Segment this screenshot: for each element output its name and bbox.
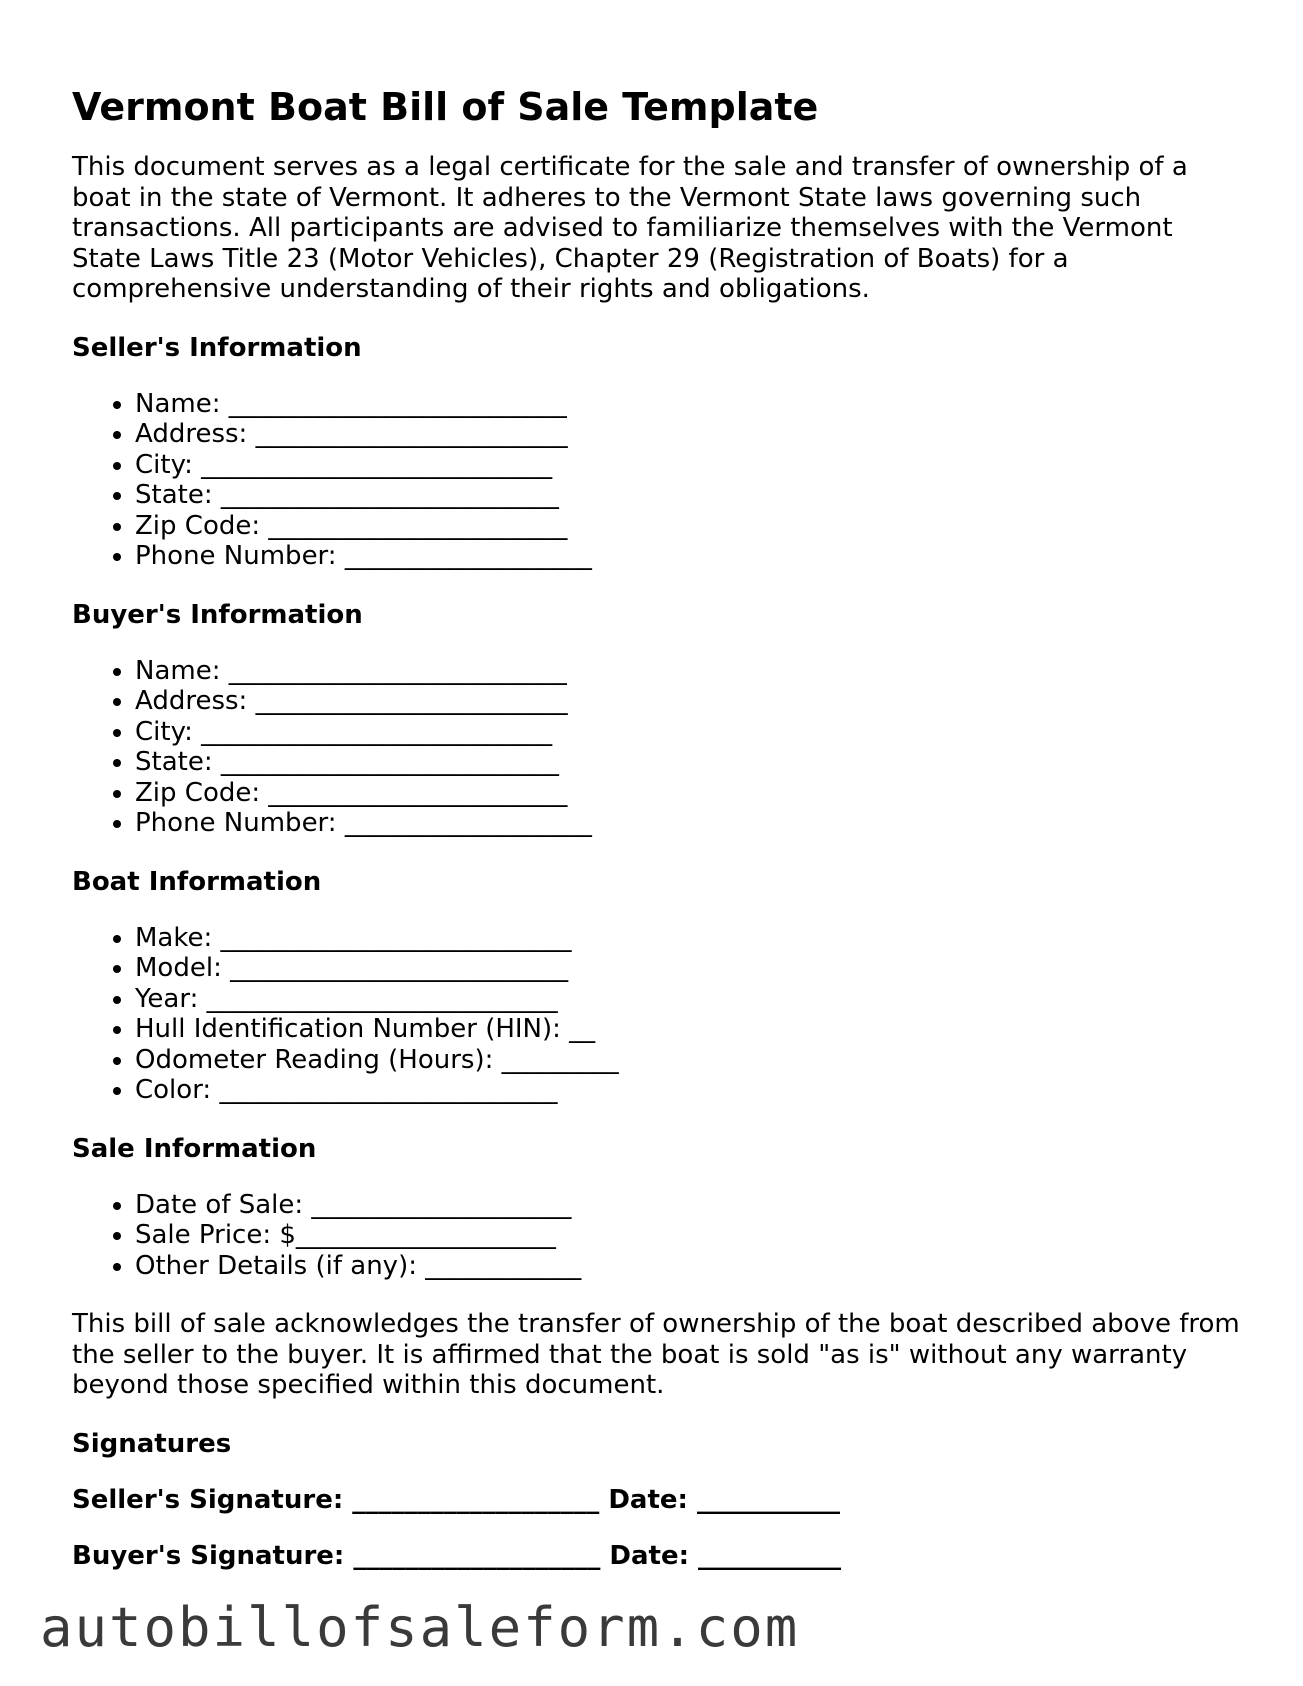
buyer-heading: Buyer's Information — [72, 599, 363, 630]
site-watermark: autobillofsaleform.com — [40, 1596, 800, 1659]
seller-address-field: • Address: ________________________ — [135, 419, 1242, 450]
buyer-zip-field: • Zip Code: _______________________ — [135, 778, 1242, 809]
seller-signature-line: Seller's Signature: ___________________ Date: ___________ — [72, 1484, 840, 1515]
seller-heading: Seller's Information — [72, 332, 362, 363]
sale-other-details-field: • Other Details (if any): ____________ — [135, 1251, 1242, 1282]
intro-paragraph: This document serves as a legal certificate for the sale and transfer of ownership of a boat in the state of Vermont. It adheres to the Vermont State laws governing such transactions. All participants are advised to familiarize themselves with the Vermont State Laws Title 23 (Motor Vehicles), Chapter 29 (Registration of Boats) for a comprehensive understanding of their rights and obligations. — [72, 152, 1188, 304]
boat-hin-field: • Hull Identification Number (HIN): __ — [135, 1014, 1242, 1045]
seller-name-field: • Name: __________________________ — [135, 389, 1242, 420]
boat-color-field: • Color: __________________________ — [135, 1075, 1242, 1106]
buyer-name-field: • Name: __________________________ — [135, 656, 1242, 687]
boat-heading: Boat Information — [72, 866, 322, 897]
sale-price-field: • Sale Price: $____________________ — [135, 1220, 1242, 1251]
buyer-fields — [72, 656, 1242, 839]
seller-state-field: • State: __________________________ — [135, 480, 1242, 511]
boat-make-field: • Make: ___________________________ — [135, 923, 1242, 954]
acknowledgement-paragraph: This bill of sale acknowledges the transfer of ownership of the boat described above from the seller to the buyer. It is affirmed that the boat is sold "as is" without any warranty beyond those specified within this document. — [72, 1309, 1240, 1400]
buyer-state-field: • State: __________________________ — [135, 747, 1242, 778]
document-body — [72, 84, 1242, 1597]
boat-fields — [72, 923, 1242, 1106]
seller-city-field: • City: ___________________________ — [135, 450, 1242, 481]
signatures-heading: Signatures — [72, 1428, 232, 1459]
seller-zip-field: • Zip Code: _______________________ — [135, 511, 1242, 542]
buyer-address-field: • Address: ________________________ — [135, 686, 1242, 717]
boat-year-field: • Year: ___________________________ — [135, 984, 1242, 1015]
seller-fields — [72, 389, 1242, 572]
boat-model-field: • Model: __________________________ — [135, 953, 1242, 984]
page-title: Vermont Boat Bill of Sale Template — [72, 85, 819, 129]
sale-fields — [72, 1190, 1242, 1282]
sale-heading: Sale Information — [72, 1133, 317, 1164]
buyer-signature-line: Buyer's Signature: ___________________ Date: ___________ — [72, 1540, 842, 1571]
buyer-city-field: • City: ___________________________ — [135, 717, 1242, 748]
seller-phone-field: • Phone Number: ___________________ — [135, 541, 1242, 572]
sale-date-field: • Date of Sale: ____________________ — [135, 1190, 1242, 1221]
buyer-phone-field: • Phone Number: ___________________ — [135, 808, 1242, 839]
boat-odometer-field: • Odometer Reading (Hours): _________ — [135, 1045, 1242, 1076]
